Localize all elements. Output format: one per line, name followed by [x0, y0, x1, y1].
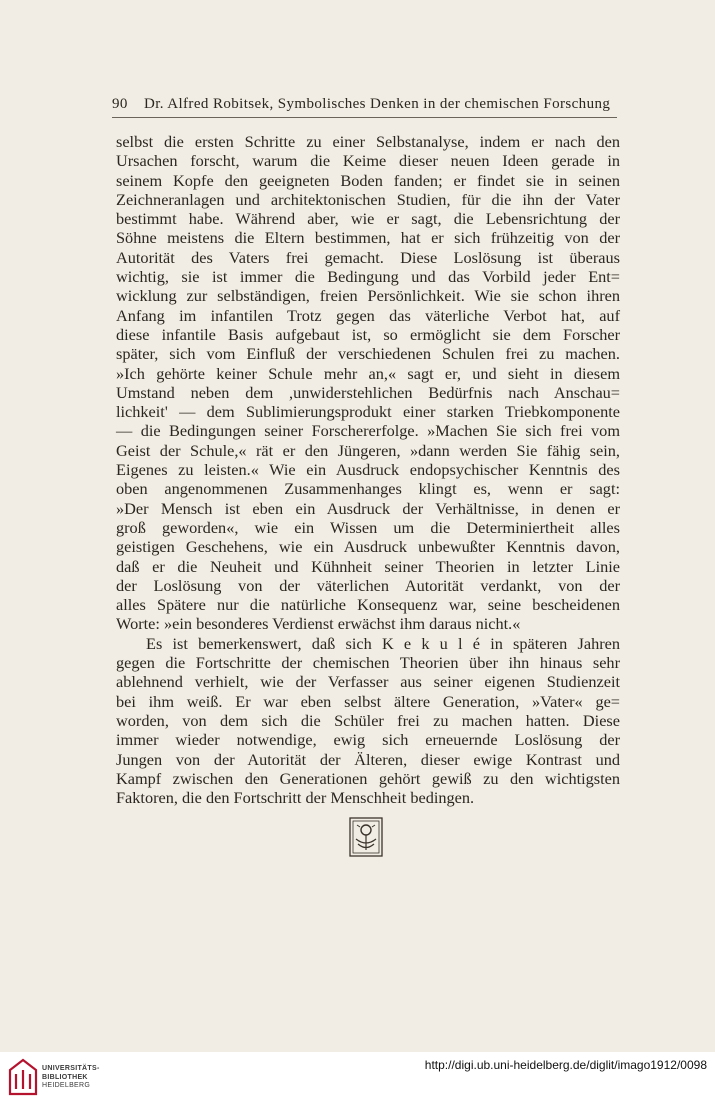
text-line: daß er die Neuheit und Kühnheit seiner Theorien in letzter Linie — [116, 556, 620, 576]
text-line: bestimmt habe. Während aber, wie er sagt, die Lebensrichtung der — [116, 209, 620, 229]
text-line: »Ich gehörte keiner Schule mehr an,« sagt er, und sieht in diesem — [116, 363, 620, 383]
text-line: Umstand neben dem ,unwiderstehlichen Bedürfnis nach Anschau= — [116, 382, 620, 402]
text-line: Faktoren, die den Fortschritt der Menschheit bedingen. — [116, 788, 475, 808]
page-number: 90 — [112, 96, 128, 112]
text-line: seinem Kopfe den geeigneten Boden fanden; er findet sie in seinen — [116, 170, 620, 190]
text-line: oben angenommenen Zusammenhanges klingt es, wenn er sagt: — [116, 479, 620, 499]
text-line: Söhne meistens die Eltern bestimmen, hat er sich frühzeitig von der — [116, 228, 620, 248]
text-line: selbst die ersten Schritte zu einer Selbstanalyse, indem er nach den — [116, 132, 620, 151]
running-header — [112, 96, 617, 113]
text-line: Jungen von der Autorität der Älteren, dieser ewige Kontrast und — [116, 749, 620, 769]
text-line: gegen die Fortschritte der chemischen Theorien über ihn hinaus sehr — [116, 653, 620, 673]
printer-mark-icon — [349, 817, 383, 857]
text-line: Worte: »ein besonderes Verdienst erwächst ihm daraus nicht.« — [116, 614, 521, 634]
library-name: UNIVERSITÄTS- BIBLIOTHEK HEIDELBERG — [42, 1065, 100, 1089]
text-line: Anfang im infantilen Trotz gegen das väterliche Verbot hat, auf — [116, 305, 620, 325]
text-line: Eigenes zu leisten.« Wie ein Ausdruck endopsychischer Kenntnis des — [116, 460, 620, 480]
text-line: Ursachen forscht, warum die Keime dieser neuen Ideen gerade in — [116, 151, 620, 171]
running-title: Dr. Alfred Robitsek, Symbolisches Denken in der chemischen Forschung — [143, 96, 611, 112]
text-line: Autorität des Vaters frei gemacht. Diese Loslösung ist überaus — [116, 247, 620, 267]
text-line: später, sich vom Einfluß der verschiedenen Schulen frei zu machen. — [116, 344, 620, 364]
text-line: geistigen Geschehens, wie ein Ausdruck unbewußter Kenntnis davon, — [116, 537, 620, 557]
text-line: groß geworden«, wie ein Wissen um die Determiniertheit alles — [116, 517, 620, 537]
text-line: Kampf zwischen den Generationen gehört gewiß zu den wichtigsten — [116, 768, 620, 788]
text-line: lichkeit' — dem Sublimierungsprodukt einer starken Triebkomponente — [116, 402, 620, 422]
text-line: ablehnend verhielt, wie der Verfasser aus seiner eigenen Studienzeit — [116, 672, 620, 692]
text-line: Es ist bemerkenswert, daß sich K e k u l é in späteren Jahren — [146, 633, 620, 653]
text-line: Geist der Schule,« rät er den Jüngeren, »dann werden Sie fähig sein, — [116, 440, 620, 460]
body-text — [116, 132, 620, 807]
text-line: Zeichneranlagen und architektonischen Studien, für die ihn der Vater — [116, 189, 620, 209]
text-line: »Der Mensch ist eben ein Ausdruck der Verhältnisse, in denen er — [116, 498, 620, 518]
text-line: alles Spätere nur die natürliche Konsequenz war, seine bescheidenen — [116, 595, 620, 615]
source-url-link[interactable]: http://digi.ub.uni-heidelberg.de/diglit/imago1912/0098 — [424, 1058, 707, 1072]
text-line: worden, von dem sich die Schüler frei zu machen hatten. Diese — [116, 710, 620, 730]
text-line: immer wieder notwendige, ewig sich erneuernde Loslösung der — [116, 730, 620, 750]
text-line: wicklung zur selbständigen, freien Persönlichkeit. Wie sie schon ihren — [116, 286, 620, 306]
text-line: diese infantile Basis aufgebaut ist, so ermöglicht sie dem Forscher — [116, 324, 620, 344]
header-rule — [112, 117, 617, 118]
text-line: — die Bedingungen seiner Forschererfolge. »Machen Sie sich frei vom — [116, 421, 620, 441]
library-logo-icon — [8, 1058, 38, 1096]
text-line: bei ihm weiß. Er war eben selbst ältere Generation, »Vater« ge= — [116, 691, 620, 711]
text-line: der Loslösung von der väterlichen Autorität verdankt, von der — [116, 575, 620, 595]
text-line: wichtig, sie ist immer die Bedingung und das Vorbild jeder Ent= — [116, 267, 620, 287]
